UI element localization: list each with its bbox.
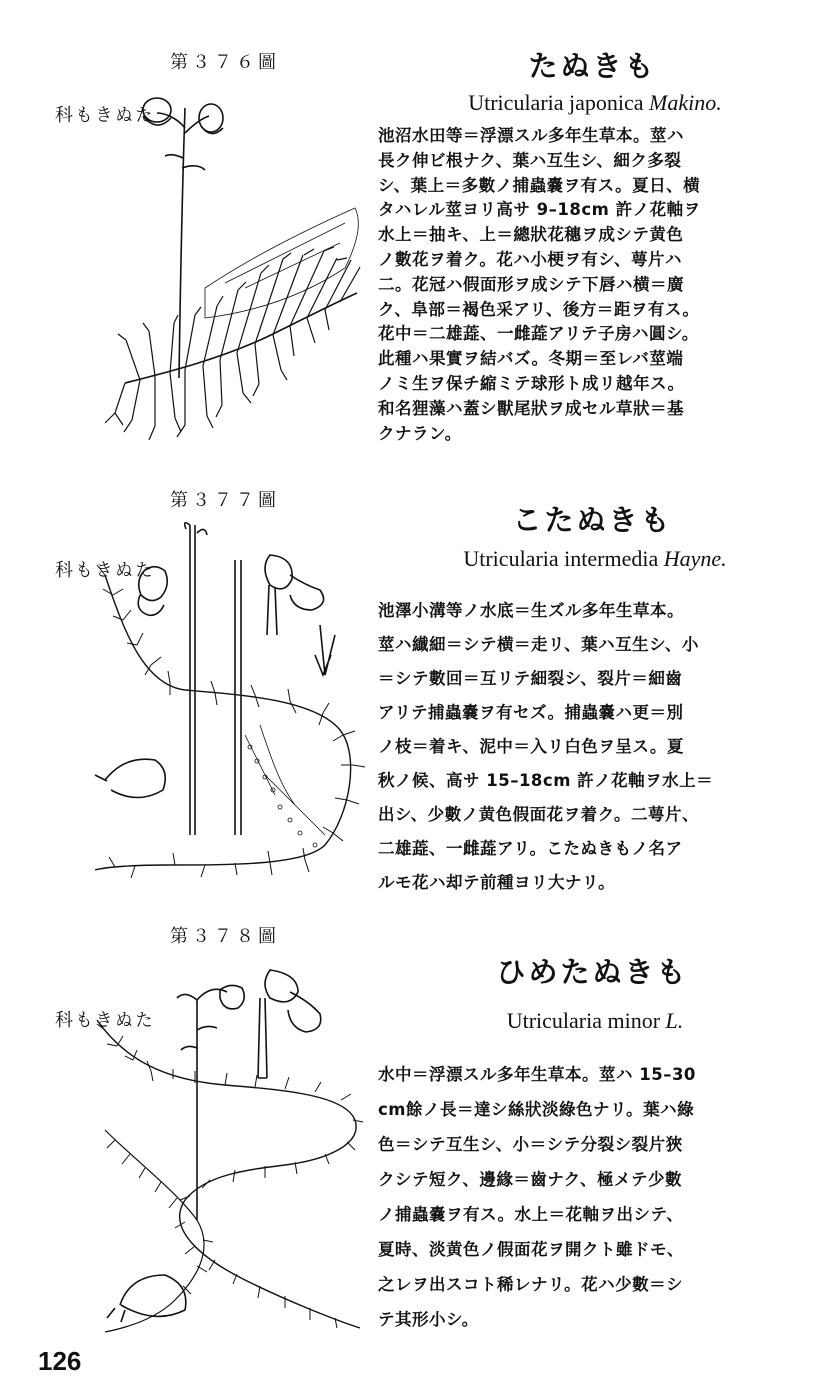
japanese-name: こたぬきも <box>512 503 673 537</box>
genus-species: Utricularia japonica <box>468 90 644 115</box>
author: L. <box>665 1008 684 1033</box>
scientific-name <box>380 90 810 116</box>
family-label: たぬきも科 <box>52 560 153 581</box>
scientific-name <box>380 546 810 572</box>
japanese-name: ひめたぬきも <box>496 955 689 989</box>
description: 池澤小溝等ノ水底＝生ズル多年生草本。 莖ハ纎細＝シテ横＝走リ、葉ハ互生シ、小 ＝シテ數回＝互リテ細裂シ、裂片＝細齒 アリテ捕蟲嚢ヲ有セズ。捕蟲嚢ハ更＝別 ノ枝＝着キ、泥中＝入リ白色ヲ呈ス。夏 秋ノ候、高サ 15–18cm 許ノ花軸ヲ水上＝ 出シ、少數ノ黄色假面花ヲ着ク。二萼片、 二雄蕋、一雌蕋アリ。こたぬきもノ名ア ルモ花ハ却テ前種ヨリ大ナリ。 <box>378 601 714 892</box>
genus-species: Utricularia minor <box>506 1008 661 1033</box>
figure-label: 第３７６圖 <box>170 52 280 73</box>
genus-species: Utricularia intermedia <box>463 546 659 571</box>
figure-label: 第３７７圖 <box>170 490 280 511</box>
plant-illustration <box>85 960 370 1335</box>
author: Makino. <box>649 90 722 115</box>
japanese-name: たぬきも <box>528 49 657 83</box>
family-label: たぬきも科 <box>52 105 153 126</box>
plant-illustration <box>85 88 370 453</box>
scientific-name <box>380 1008 810 1034</box>
description: 池沼水田等＝浮漂スル多年生草本。莖ハ 長ク伸ビ根ナク、葉ハ互生シ、細ク多裂 シ、葉上＝多數ノ捕蟲嚢ヲ有ス。夏日、横 タハレル莖ヨリ高サ 9–18cm 許ノ花軸ヲ 水上＝抽キ、上＝總狀花穗ヲ成シテ黄色 ノ數花ヲ着ク。花ハ小梗ヲ有シ、萼片ハ 二。花冠ハ假面形ヲ成シテ下唇ハ横＝廣 ク、阜部＝褐色采アリ、後方＝距ヲ有ス。 花中＝二雄蕋、一雌蕋アリテ子房ハ圓シ。 此種ハ果實ヲ結バズ。冬期＝至レバ莖端 ノミ生ヲ保チ縮ミテ球形ト成リ越年ス。 和名狸藻ハ蓋シ獸尾狀ヲ成セル草狀＝基 クナラン。 <box>378 126 701 443</box>
figure-label: 第３７８圖 <box>170 926 280 947</box>
page-number: 126 <box>38 1346 82 1376</box>
author: Hayne. <box>663 546 727 571</box>
family-label: たぬきも科 <box>52 1010 153 1031</box>
plant-illustration <box>85 515 370 885</box>
description: 水中＝浮漂スル多年生草本。莖ハ 15–30 cm餘ノ長＝達シ絲狀淡綠色ナリ。葉ハ綠 色＝シテ互生シ、小＝シテ分裂シ裂片狹 クシテ短ク、邊緣＝齒ナク、極メテ少數 ノ捕蟲嚢ヲ有ス。水上＝花軸ヲ出シテ、 夏時、淡黄色ノ假面花ヲ開クト雖ドモ、 之レヲ出スコト稀レナリ。花ハ少數＝シ テ其形小シ。 <box>378 1065 696 1329</box>
